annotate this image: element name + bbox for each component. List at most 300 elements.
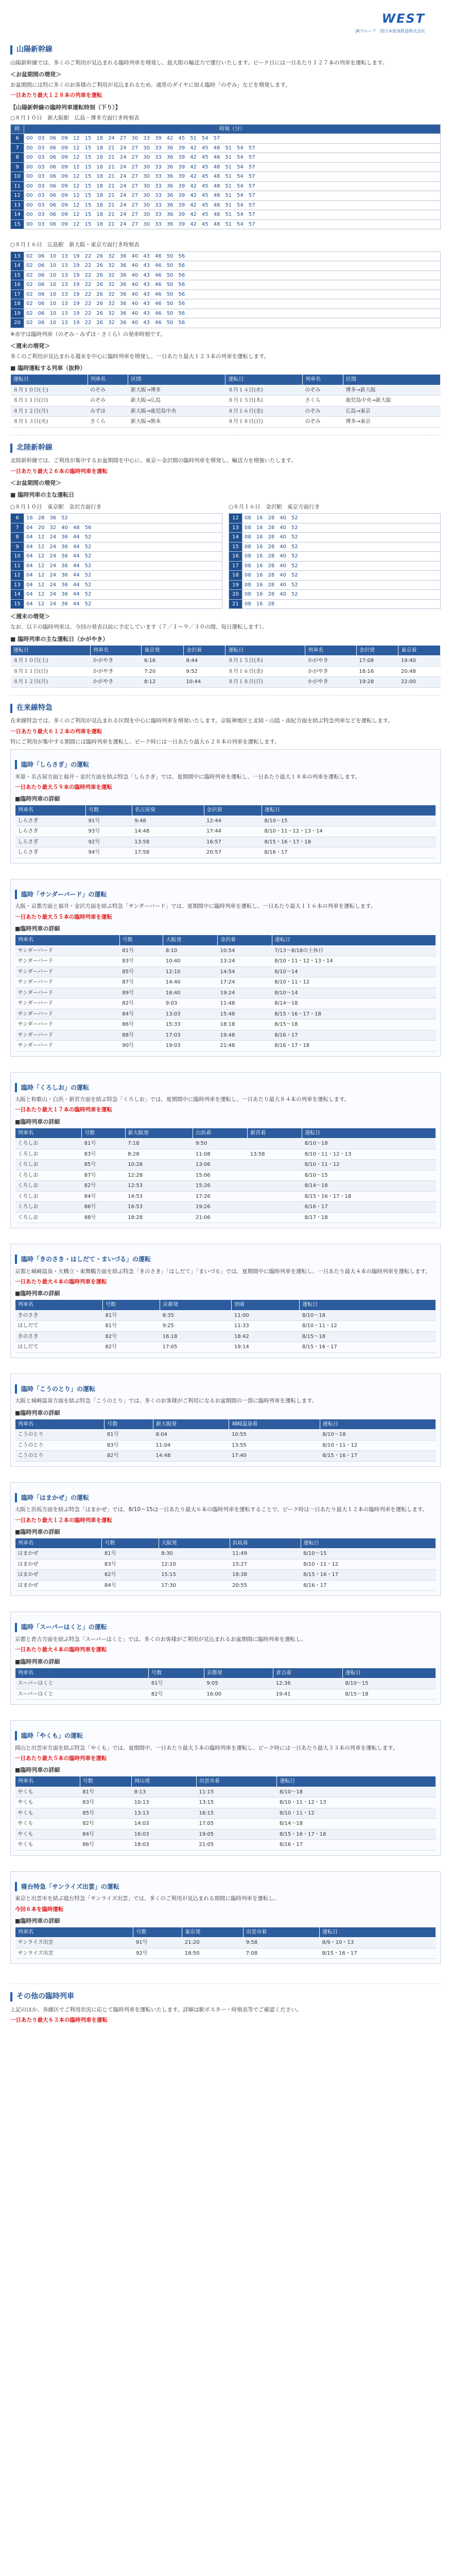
table-row: [15, 1440, 436, 1451]
table-cell: 8/10・11・12・13: [302, 1149, 436, 1160]
column-header: 金沢発: [356, 645, 398, 656]
logo-subtitle: JRグループ 西日本旅客鉄道株式会社: [355, 29, 425, 34]
table-row: [15, 1451, 436, 1462]
table-cell: 博多→新大阪: [343, 385, 440, 396]
column-header: 運転日: [11, 375, 88, 385]
table-cell: 15:06: [193, 1170, 248, 1181]
table-cell: ８月１０日(土): [11, 656, 91, 667]
hour-cell: 17: [229, 561, 242, 571]
sub-text: なお、以下の臨時列車は、今回の発表以前に予定しています（７／１〜９／３０の間、毎日運転します）。: [10, 624, 267, 631]
train-description: 京都と城崎温泉・天橋立・東舞鶴方面を結ぶ特急「きのさき」「はしだて」「まいづる」では、夏期間中に臨時列車を運転し、一日あたり最大４本の臨時列車を運転します。: [15, 1268, 431, 1275]
table-row: [15, 1212, 436, 1223]
column-header: 東京発: [142, 645, 184, 656]
column-header: 出雲市着: [196, 1776, 276, 1787]
sanyo-extra-table: [10, 374, 441, 428]
table-cell: スーパーはくと: [15, 1679, 149, 1689]
minutes-cell: 04 20 32 40 48 56: [24, 523, 222, 533]
table-row: [11, 396, 441, 406]
column-header: 時: [11, 124, 24, 134]
table-cell: 7:08: [244, 1948, 320, 1959]
train-card: [10, 1244, 441, 1358]
table-row: [15, 1181, 436, 1192]
table-cell: 15:33: [163, 1020, 218, 1030]
train-detail-table: [15, 1776, 436, 1851]
table-row: [15, 1170, 436, 1181]
highlight-row: [15, 1516, 436, 1524]
minutes-cell: 04 12 24 36 44 52: [24, 571, 222, 581]
table-cell: 8/10・11・12: [300, 1321, 436, 1332]
minutes-cell: 08 16 28: [242, 599, 441, 609]
train-description: 東京と出雲市を結ぶ寝台特急「サンライズ出雲」では、多くのご利用が見込まれる期間に臨時列車を運転し、: [15, 1895, 280, 1902]
table-cell: 14:40: [163, 977, 218, 988]
train-detail-table: [15, 1419, 436, 1462]
table-cell: しらさぎ: [15, 848, 86, 858]
table-cell: かがやき: [305, 666, 356, 677]
timetable-row: [11, 219, 441, 229]
table-cell: 12:44: [204, 816, 262, 826]
table-title: ■ 臨時運転する列車（抜粋）: [10, 365, 86, 372]
jr-west-logo[interactable]: [356, 9, 425, 35]
table-cell: 15:26: [193, 1181, 248, 1192]
table-cell: 8/10～18: [320, 1430, 436, 1440]
table-cell: 8/10・11・12・13・14: [262, 826, 436, 837]
table-caption: ○８月１０日 東京駅 金沢方面行き: [10, 504, 102, 511]
table-cell: 博多→東京: [343, 417, 440, 428]
timetable-row: [11, 181, 441, 191]
table-cell: 16:53: [125, 1202, 193, 1213]
table-cell: ８月１６日(金): [226, 666, 305, 677]
table-header-row: [15, 1128, 436, 1139]
timetable-row: [11, 290, 441, 299]
table-row: [15, 837, 436, 848]
hour-cell: 15: [229, 542, 242, 552]
highlight-row: [15, 1754, 436, 1762]
table-cell: くろしお: [15, 1181, 82, 1192]
table-cell: はまかぜ: [15, 1580, 102, 1591]
table-row: [15, 1009, 436, 1020]
table-cell: サンダーバード: [15, 988, 120, 998]
minutes-cell: 00 03 06 09 12 15 18 21 24 27 30 33 36 39 42 45 48 51 54 57: [24, 219, 441, 229]
table-cell: 新大阪→博多: [128, 385, 226, 396]
hour-cell: 16: [11, 280, 24, 290]
table-cell: のぞみ: [303, 417, 343, 428]
table-row: [11, 656, 441, 667]
hour-cell: 6: [11, 514, 24, 523]
table-header-row: [15, 1300, 436, 1311]
table-row: [15, 1149, 436, 1160]
column-header: 新宮着: [248, 1128, 302, 1139]
minutes-cell: 00 03 06 09 12 15 18 21 24 27 30 33 36 39 42 45 48 51 54 57: [24, 143, 441, 153]
column-header: 列車名: [15, 1128, 82, 1139]
hour-cell: 8: [11, 153, 24, 163]
table-row: [15, 816, 436, 826]
hour-cell: 9: [11, 542, 24, 552]
train-card: [10, 1374, 441, 1467]
table-cell: 8/15・16・17・18: [262, 837, 436, 848]
table-cell: 18:38: [230, 1570, 301, 1581]
table-cell: 8/16・17: [277, 1840, 436, 1851]
heading-bar-icon: [10, 704, 12, 713]
minutes-cell: 08 16 28 40 52: [242, 561, 441, 571]
hour-cell: 13: [11, 251, 24, 261]
table-cell: 16:03: [132, 1829, 197, 1840]
train-detail-table: [15, 805, 436, 858]
table-row: [15, 1938, 436, 1948]
table-cell: きのさき: [15, 1310, 103, 1321]
table-cell: 10:13: [132, 1798, 197, 1808]
table-row: [15, 1041, 436, 1052]
table-cell: 81号: [102, 1549, 159, 1560]
hour-cell: 8: [11, 533, 24, 543]
table-cell: 18:03: [132, 1840, 197, 1851]
minutes-cell: 00 03 06 09 12 15 18 21 24 27 30 33 36 39 42 45 48 51 54 57: [24, 210, 441, 220]
table-title: ■臨時列車の詳細: [15, 1409, 60, 1416]
highlight-text: 一日あたり最大１２８本の列車を運転: [10, 92, 102, 99]
column-header: 運転日: [226, 645, 305, 656]
column-header: 白浜着: [193, 1128, 248, 1139]
minutes-cell: 04 12 24 36 44 52: [24, 580, 222, 590]
timetable-row: [11, 542, 222, 552]
table-cell: [248, 1170, 302, 1181]
table-row: [11, 417, 441, 428]
table-cell: 17:08: [356, 656, 398, 667]
timetable-row: [11, 599, 222, 609]
spacer: [10, 1060, 441, 1069]
timetable-row: [11, 590, 222, 600]
table-cell: 8/15・16・17: [301, 1570, 436, 1581]
train-detail-table: [15, 1128, 436, 1224]
minutes-cell: 04 12 24 36 44 52: [24, 552, 222, 562]
train-heading: [15, 1493, 436, 1503]
table-cell: 8:13: [132, 1787, 197, 1798]
table-cell: 19:24: [217, 988, 272, 998]
table-cell: [248, 1139, 302, 1149]
table-cell: くろしお: [15, 1170, 82, 1181]
table-row: [11, 677, 441, 688]
highlight-row: [15, 1106, 436, 1114]
hour-cell: 14: [11, 590, 24, 600]
hour-cell: 12: [11, 571, 24, 581]
table-cell: 17:26: [193, 1191, 248, 1202]
table-cell: 82号: [105, 1451, 153, 1462]
column-header: 名古屋発: [132, 805, 204, 816]
table-title: ■臨時列車の詳細: [15, 1528, 60, 1535]
table-cell: 16:00: [204, 1689, 273, 1700]
table-cell: 8/10～14: [272, 988, 436, 998]
table-cell: 87号: [119, 977, 163, 988]
column-header: 号数: [80, 1776, 131, 1787]
train-description: 米原・名古屋方面と福井・金沢方面を結ぶ特急「しらさぎ」では、夏期間中に臨時列車を運転し、一日あたり最大１８本の列車を運転します。: [15, 773, 361, 780]
hour-cell: 20: [11, 318, 24, 328]
table-cell: 81号: [119, 945, 163, 956]
section-heading: [10, 703, 441, 714]
hour-cell: 14: [229, 533, 242, 543]
minutes-cell: 00 03 06 09 12 15 18 21 24 27 30 33 36 39 42 45 48 51 54 57: [24, 200, 441, 210]
table-row: [15, 1310, 436, 1321]
table-cell: 93号: [86, 826, 132, 837]
table-cell: ８月１２日(月): [11, 406, 88, 417]
table-cell: やくも: [15, 1819, 80, 1829]
section-hokuriku: [10, 443, 441, 688]
column-header: 城崎温泉着: [229, 1419, 320, 1430]
table-cell: サンダーバード: [15, 998, 120, 1009]
timetable-row: [11, 318, 441, 328]
train-title: 臨時「スーパーはくと」の運転: [21, 1623, 107, 1631]
table-cell: 91号: [133, 1938, 182, 1948]
table-cell: 12:53: [125, 1181, 193, 1192]
table-cell: [248, 1212, 302, 1223]
column-header: 金沢着: [217, 935, 272, 946]
train-heading: [15, 1255, 436, 1264]
timetable-row: [229, 514, 441, 523]
table-cell: 新大阪→鹿児島中央: [128, 406, 226, 417]
table-cell: ８月１１日(日): [11, 396, 88, 406]
column-header: 号数: [133, 1927, 182, 1938]
minutes-cell: 08 16 28 40 52: [242, 590, 441, 600]
train-description: 大阪・京都方面と福井・金沢方面を結ぶ特急「サンダーバード」では、夏期間中に臨時列車を運転し、一日あたり最大１１６本の列車を運転します。: [15, 903, 376, 910]
column-header: 運転日: [320, 1927, 436, 1938]
table-cell: 16:18: [160, 1331, 232, 1342]
table-cell: 18:42: [232, 1331, 300, 1342]
column-header: 大阪発: [163, 935, 218, 946]
timetable-row: [11, 571, 222, 581]
train-detail-table: [15, 935, 436, 1052]
column-header: 運転日: [272, 935, 436, 946]
column-header: 列車名: [15, 935, 120, 946]
column-header: 運転日: [277, 1776, 436, 1787]
table-cell: 11:04: [153, 1440, 229, 1451]
column-header: 出雲市着: [244, 1927, 320, 1938]
table-cell: 81号: [105, 1430, 153, 1440]
timetable-row: [11, 514, 222, 523]
column-header: 運転日: [302, 1128, 436, 1139]
column-header: 列車名: [15, 805, 86, 816]
table-cell: のぞみ: [303, 406, 343, 417]
table-caption: ○８月１０日 新大阪駅 広島・博多方面行き時刻表: [10, 114, 140, 121]
logo-mark: WEST: [381, 11, 425, 26]
table-row: [15, 1160, 436, 1171]
section-sanyo: [10, 44, 441, 428]
table-cell: 8/16・17: [302, 1202, 436, 1213]
table-cell: くろしお: [15, 1212, 82, 1223]
table-cell: 20:57: [204, 848, 262, 858]
timetable-row: [229, 590, 441, 600]
table-cell: 新大阪→熊本: [128, 417, 226, 428]
train-description: 岡山と出雲市方面を結ぶ特急「やくも」では、夏期間中、一日あたり最大５本の臨時列車を運転し、ピーク時には一日あたり最大３３本の列車を運転します。: [15, 1744, 398, 1751]
minutes-cell: 08 16 28 40 52: [242, 533, 441, 543]
table-cell: サンダーバード: [15, 977, 120, 988]
hour-cell: 18: [11, 299, 24, 309]
table-cell: 13:24: [217, 956, 272, 967]
table-cell: はまかぜ: [15, 1570, 102, 1581]
table-cell: 94号: [86, 848, 132, 858]
column-header: 列車名: [303, 375, 343, 385]
table-cell: 81号: [82, 1139, 126, 1149]
timetable-row: [11, 261, 441, 271]
table-row: [15, 977, 436, 988]
table-cell: 8/10・11・12・13: [277, 1798, 436, 1808]
minutes-cell: 00 03 06 09 12 15 18 21 24 27 30 33 36 39 42 45 48 51 54 57: [24, 153, 441, 163]
column-header: 新大阪発: [125, 1128, 193, 1139]
table-cell: 15:48: [217, 1009, 272, 1020]
minutes-cell: 08 16 28 40 52: [242, 514, 441, 523]
heading-bar-icon: [15, 1255, 17, 1264]
spacer: [10, 867, 441, 876]
table-cell: 9:03: [163, 998, 218, 1009]
timetable-row: [11, 134, 441, 144]
table-row: [15, 1679, 436, 1689]
minutes-cell: 08 16 28 40 52: [242, 571, 441, 581]
table-header-row: [15, 935, 436, 946]
column-header: 運転日: [320, 1419, 436, 1430]
train-description: 大阪と和歌山・白浜・新宮方面を結ぶ特急「くろしお」では、夏期間中に臨時列車を運転し、一日あたり最大８４本の列車を運転します。: [15, 1096, 350, 1103]
column-header: 大阪発: [159, 1538, 230, 1549]
table-cell: 8:44: [183, 656, 226, 667]
table-header-row: [11, 124, 441, 134]
table-cell: 82号: [102, 1331, 160, 1342]
table-cell: 8/15・16・17: [320, 1451, 436, 1462]
table-title: ■臨時列車の詳細: [15, 1118, 60, 1125]
minutes-cell: 02 06 10 13 19 22 26 32 36 40 43 46 50 56: [24, 261, 441, 271]
timetable-row: [229, 523, 441, 533]
hokuriku-extra-table: [10, 645, 441, 688]
table-cell: 9:52: [183, 666, 226, 677]
table-cell: 10:54: [217, 945, 272, 956]
table-cell: ８月１６日(金): [226, 406, 303, 417]
table-cell: 9:48: [132, 816, 204, 826]
table-cell: 90号: [119, 1041, 163, 1052]
table-cell: 8/16・17: [301, 1580, 436, 1591]
table-cell: サンダーバード: [15, 945, 120, 956]
table-cell: 85号: [80, 1808, 131, 1819]
table-cell: こうのとり: [15, 1440, 105, 1451]
table-cell: 7/13～8/18の土休日: [272, 945, 436, 956]
hour-cell: 19: [229, 580, 242, 590]
column-header: 東京発: [182, 1927, 244, 1938]
table-cell: 83号: [82, 1149, 126, 1160]
table-cell: はしだて: [15, 1342, 103, 1353]
table-cell: 84号: [102, 1580, 159, 1591]
heading-bar-icon: [10, 444, 12, 453]
train-detail-table: [15, 1538, 436, 1591]
closing-text: 上記のほか、各線区でご利用状況に応じて臨時列車を運転いたします。詳細は駅ポスター・時刻表等でご確認ください。: [10, 2007, 302, 2013]
table-cell: 20:48: [398, 666, 441, 677]
heading-bar-icon: [15, 890, 17, 899]
sanyo-timetable-down: [10, 124, 441, 230]
train-card: [10, 1072, 441, 1229]
timetable-row: [229, 552, 441, 562]
column-header: 列車名: [15, 1776, 80, 1787]
table-row: [15, 1808, 436, 1819]
table-cell: 18:50: [182, 1948, 244, 1959]
column-header: 列車名: [88, 375, 128, 385]
column-header: 列車名: [15, 1668, 149, 1679]
timetable-row: [11, 191, 441, 201]
heading-bar-icon: [10, 1992, 12, 2002]
table-cell: やくも: [15, 1829, 80, 1840]
table-row: [15, 1139, 436, 1149]
table-cell: きのさき: [15, 1331, 103, 1342]
timetable-row: [11, 270, 441, 280]
column-header: 到着: [232, 1300, 300, 1311]
minutes-cell: 02 06 10 13 19 22 26 32 36 40 43 46 50 56: [24, 270, 441, 280]
minutes-cell: 08 16 28 40 52: [242, 580, 441, 590]
table-cell: 18:16: [356, 666, 398, 677]
timetable-row: [11, 280, 441, 290]
table-cell: はまかぜ: [15, 1549, 102, 1560]
hour-cell: 15: [11, 599, 24, 609]
table-cell: 17:24: [217, 977, 272, 988]
timetable-row: [229, 571, 441, 581]
train-title: 臨時「くろしお」の運転: [21, 1083, 90, 1091]
train-list: [10, 749, 441, 1976]
column-header: 区間: [343, 375, 440, 385]
sub-heading: ＜週末の増発＞: [10, 613, 50, 620]
timetable-row: [11, 523, 222, 533]
timetable-row: [11, 251, 441, 261]
table-title: ■ 臨時列車の主な運転日（かがやき）: [10, 635, 109, 642]
table-header-row: [15, 1419, 436, 1430]
column-header: 浜坂着: [230, 1538, 301, 1549]
table-cell: 8/14～18: [302, 1181, 436, 1192]
minutes-cell: 04 12 24 36 44 52: [24, 561, 222, 571]
table-cell: 8/10・11・12: [320, 1440, 436, 1451]
table-cell: 19:41: [273, 1689, 343, 1700]
table-cell: ８月１２日(月): [11, 677, 91, 688]
table-cell: 8/15～18: [272, 1020, 436, 1030]
table-cell: 83号: [80, 1798, 131, 1808]
section-title: 北陸新幹線: [16, 443, 53, 452]
sub-heading: ＜お盆期間の増発＞: [10, 479, 61, 486]
table-cell: 8/16・17: [262, 848, 436, 858]
table-cell: 9:05: [204, 1679, 273, 1689]
table-cell: 8:35: [160, 1310, 232, 1321]
minutes-cell: 16 28 36 52: [24, 514, 222, 523]
table-cell: 8:12: [142, 677, 184, 688]
table-cell: くろしお: [15, 1149, 82, 1160]
table-cell: 8:04: [153, 1430, 229, 1440]
table-header-row: [15, 1776, 436, 1787]
table-cell: 8/17・18: [302, 1212, 436, 1223]
train-card: [10, 1612, 441, 1705]
train-detail-table: [15, 1668, 436, 1700]
train-title: 臨時「しらさぎ」の運転: [21, 761, 90, 769]
table-cell: 82号: [82, 1181, 126, 1192]
train-title: 臨時「こうのとり」の運転: [21, 1385, 96, 1393]
table-cell: 13:55: [229, 1440, 320, 1451]
table-header-row: [15, 805, 436, 816]
table-row: [15, 1798, 436, 1808]
hour-cell: 15: [11, 219, 24, 229]
intro-text: 北陸新幹線では、ご利用が集中するお盆期間を中心に、東京～金沢間の臨時列車を増発し、輸送力を増強いたします。: [10, 457, 297, 464]
table-cell: 8/16・17・18: [272, 1041, 436, 1052]
train-description: 京都と倉吉方面を結ぶ特急「スーパーはくと」では、多くのお客様がご利用が見込まれるお盆期間に臨時列車を運転し、: [15, 1636, 306, 1643]
spacer: [10, 1470, 441, 1479]
table-row: [15, 1570, 436, 1581]
table-row: [15, 1787, 436, 1798]
hour-cell: 14: [11, 210, 24, 220]
column-header: 区間: [128, 375, 226, 385]
table-cell: 89号: [119, 988, 163, 998]
table-cell: しらさぎ: [15, 826, 86, 837]
column-header: 金沢着: [183, 645, 226, 656]
table-cell: 82号: [119, 998, 163, 1009]
train-card: [10, 749, 441, 863]
train-heading: [15, 1083, 436, 1093]
section-heading: [10, 44, 441, 56]
table-cell: しらさぎ: [15, 816, 86, 826]
table-cell: 11:48: [217, 998, 272, 1009]
